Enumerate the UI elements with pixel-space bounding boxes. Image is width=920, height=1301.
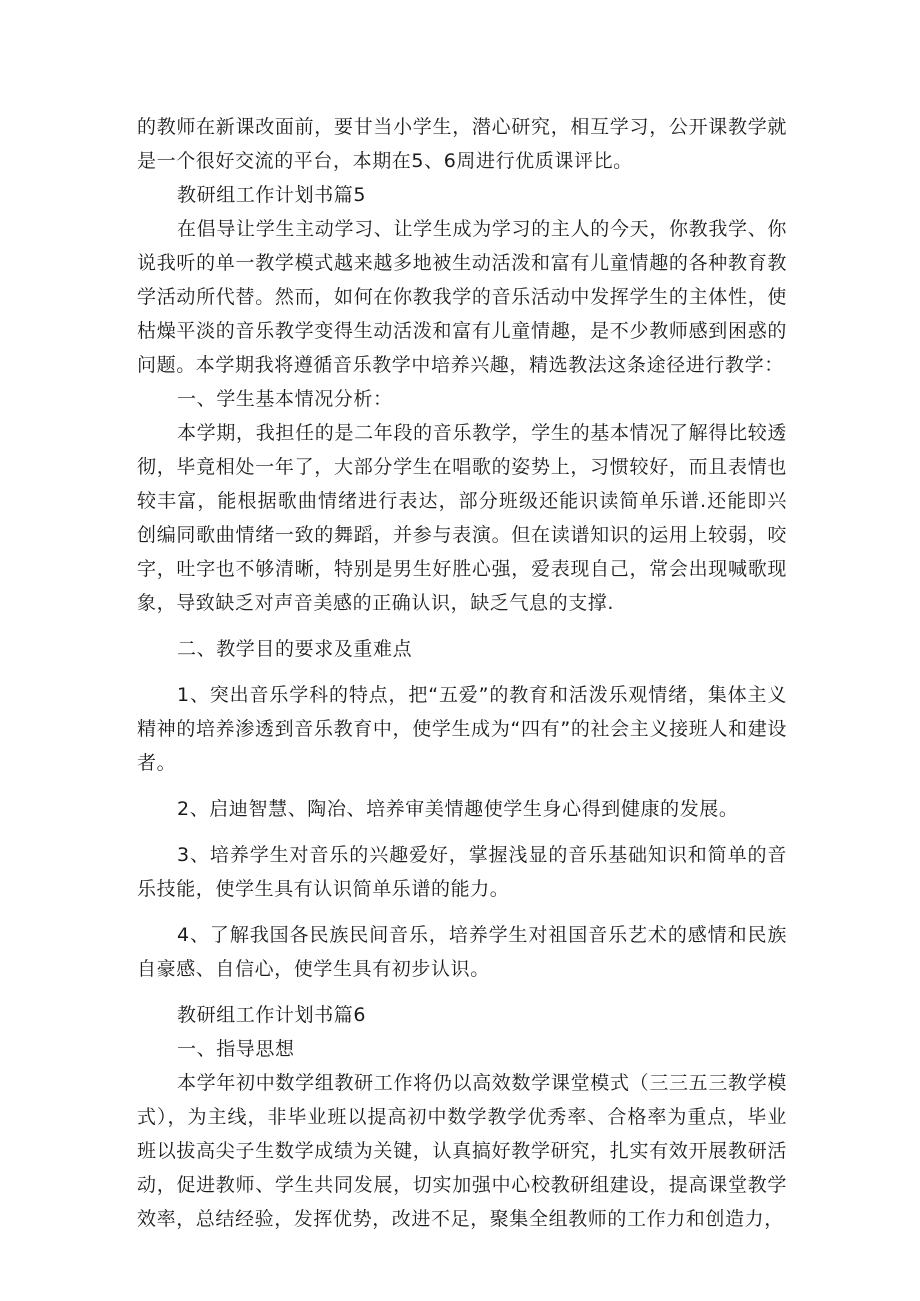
list-item-goal-1: 1、突出音乐学科的特点，把“五爱”的教育和活泼乐观情绪，集体主义精神的培养渗透到音乐教育中，使学生成为“四有”的社会主义接班人和建设者。 [137, 684, 787, 774]
subheading-guiding-thought: 一、指导思想 [177, 1038, 295, 1060]
section-heading-part6: 教研组工作计划书篇6 [177, 1004, 367, 1026]
paragraph-student-analysis: 本学期，我担任的是二年段的音乐教学，学生的基本情况了解得比较透彻，毕竟相处一年了，大部分学生在唱歌的姿势上，习惯较好，而且表情也较丰富，能根据歌曲情绪进行表达，部分班级还能识读简单乐谱.还能即兴创编同歌曲情绪一致的舞蹈，并参与表演。但在读谱知识的运用上较弱，咬字，吐字也不够清晰，特别是男生好胜心强，爱表现自己，常会出现喊歌现象，导致缺乏对声音美感的正确认识，缺乏气息的支撑. [137, 422, 787, 614]
list-item-goal-2: 2、启迪智慧、陶冶、培养审美情趣使学生身心得到健康的发展。 [177, 798, 739, 820]
list-item-goal-3: 3、培养学生对音乐的兴趣爱好，掌握浅显的音乐基础知识和简单的音乐技能，使学生具有认识简单乐谱的能力。 [137, 844, 787, 900]
paragraph-guiding-thought: 本学年初中数学组教研工作将仍以高效数学课堂模式（三三五三教学模式），为主线，非毕业班以提高初中数学教学优秀率、合格率为重点，毕业班以拔高尖子生数学成绩为关键，认真搞好教学研究，扎实有效开展教研活动，促进教师、学生共同发展，切实加强中心校教研组建设，提高课堂教学效率，总结经验，发挥优势，改进不足，聚集全组教师的工作力和创造力， [137, 1072, 787, 1230]
list-item-goal-4: 4、了解我国各民族民间音乐，培养学生对祖国音乐艺术的感情和民族自豪感、自信心，使学生具有初步认识。 [137, 924, 787, 980]
document-body [137, 110, 787, 1236]
section-heading-part5: 教研组工作计划书篇5 [177, 184, 367, 206]
paragraph-intro: 在倡导让学生主动学习、让学生成为学习的主人的今天，你教我学、你说我听的单一教学模式越来越多地被生动活泼和富有儿童情趣的各种教育教学活动所代替。然而，如何在你教我学的音乐活动中发挥学生的主体性，使枯燥平淡的音乐教学变得生动活泼和富有儿童情趣，是不少教师感到困惑的问题。本学期我将遵循音乐教学中培养兴趣，精选教法这条途径进行教学： [137, 218, 787, 376]
subheading-teaching-goals: 二、教学目的要求及重难点 [177, 638, 413, 660]
paragraph-continuation: 的教师在新课改面前，要甘当小学生，潜心研究，相互学习，公开课教学就是一个很好交流的平台，本期在5、6周进行优质课评比。 [137, 116, 787, 172]
subheading-student-analysis: 一、学生基本情况分析： [177, 388, 393, 410]
